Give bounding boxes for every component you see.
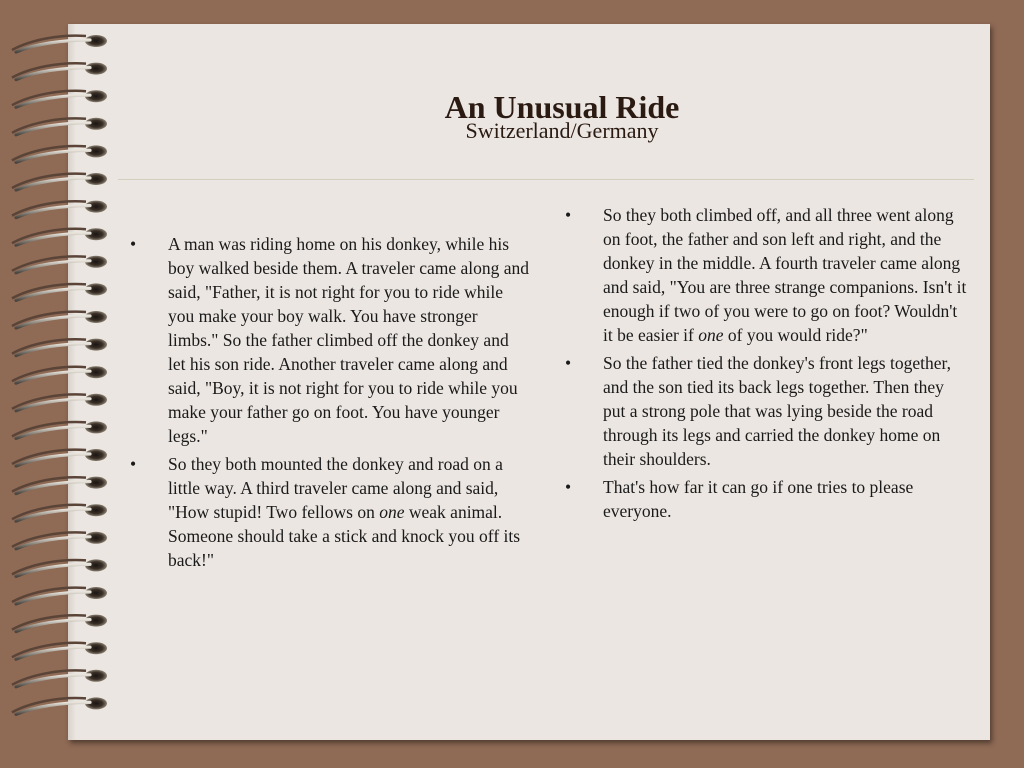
- bullet-text: That's how far it can go if one tries to please everyone.: [603, 477, 914, 521]
- spiral-ring: [12, 145, 107, 162]
- bullet-text: A man was riding home on his donkey, while his boy walked beside them. A traveler came along and said, "Father, it is not right for you to ride while you make your boy walk. You have stronger limbs." So the father climbed off the donkey and let his son ride. Another traveler came along and said, "Boy, it is not right for you to ride while you make your father go on foot. You have younger legs.": [168, 234, 530, 446]
- bullet-item: [563, 475, 968, 523]
- spiral-ring: [12, 697, 107, 714]
- bullet-item: [128, 232, 530, 448]
- bullet-marker: •: [130, 234, 137, 254]
- spiral-ring: [12, 228, 107, 245]
- spiral-ring: [12, 642, 107, 659]
- bullet-text: So the father tied the donkey's front legs together, and the son tied its back legs together. Then they put a strong pole that was lying beside the road through its legs and carried the donkey home on their shoulders.: [603, 353, 951, 469]
- spiral-ring: [12, 559, 107, 576]
- spiral-ring: [12, 35, 107, 52]
- right-column-bullets: [563, 203, 968, 527]
- bullet-text: weak animal. Someone should take a stick and knock you off its back!": [168, 502, 521, 570]
- spiral-ring: [12, 366, 107, 383]
- title-divider: [118, 179, 974, 180]
- spiral-ring: [12, 256, 107, 273]
- bullet-text: So they both mounted the donkey and road on a little way. A third traveler came along and said, "How stupid! Two fellows on: [168, 454, 503, 522]
- bullet-item: [563, 203, 968, 347]
- bullet-item: [563, 351, 968, 471]
- spiral-ring: [12, 90, 107, 107]
- bullet-marker: •: [565, 477, 572, 497]
- emphasis-text: one: [379, 502, 405, 522]
- spiral-ring: [12, 532, 107, 549]
- spiral-ring: [12, 311, 107, 328]
- slide-title: An Unusual Ride: [444, 89, 680, 126]
- emphasis-text: one: [698, 325, 724, 345]
- spiral-ring: [12, 615, 107, 632]
- left-column-bullets: [128, 232, 530, 576]
- spiral-ring: [12, 339, 107, 356]
- spiral-ring: [12, 173, 107, 190]
- spiral-ring: [12, 477, 107, 494]
- bullet-item: [128, 452, 530, 572]
- bullet-marker: •: [565, 205, 572, 225]
- bullet-marker: •: [565, 353, 572, 373]
- spiral-ring: [12, 201, 107, 218]
- spiral-ring: [12, 670, 107, 687]
- spiral-ring: [12, 421, 107, 438]
- spiral-ring: [12, 118, 107, 135]
- spiral-ring: [12, 587, 107, 604]
- spiral-ring: [12, 283, 107, 300]
- bullet-text: of you would ride?": [723, 325, 868, 345]
- spiral-ring: [12, 394, 107, 411]
- spiral-ring: [12, 504, 107, 521]
- bullet-text: So they both climbed off, and all three went along on foot, the father and son left and right, and the donkey in the middle. A fourth traveler came along and said, "You are three strange companions. Isn't it enough if two of you were to go on foot? Wouldn't it be easier if: [603, 205, 967, 345]
- slide-subtitle: Switzerland/Germany: [465, 118, 659, 143]
- bullet-marker: •: [130, 454, 137, 474]
- spiral-ring: [12, 63, 107, 80]
- spiral-ring: [12, 449, 107, 466]
